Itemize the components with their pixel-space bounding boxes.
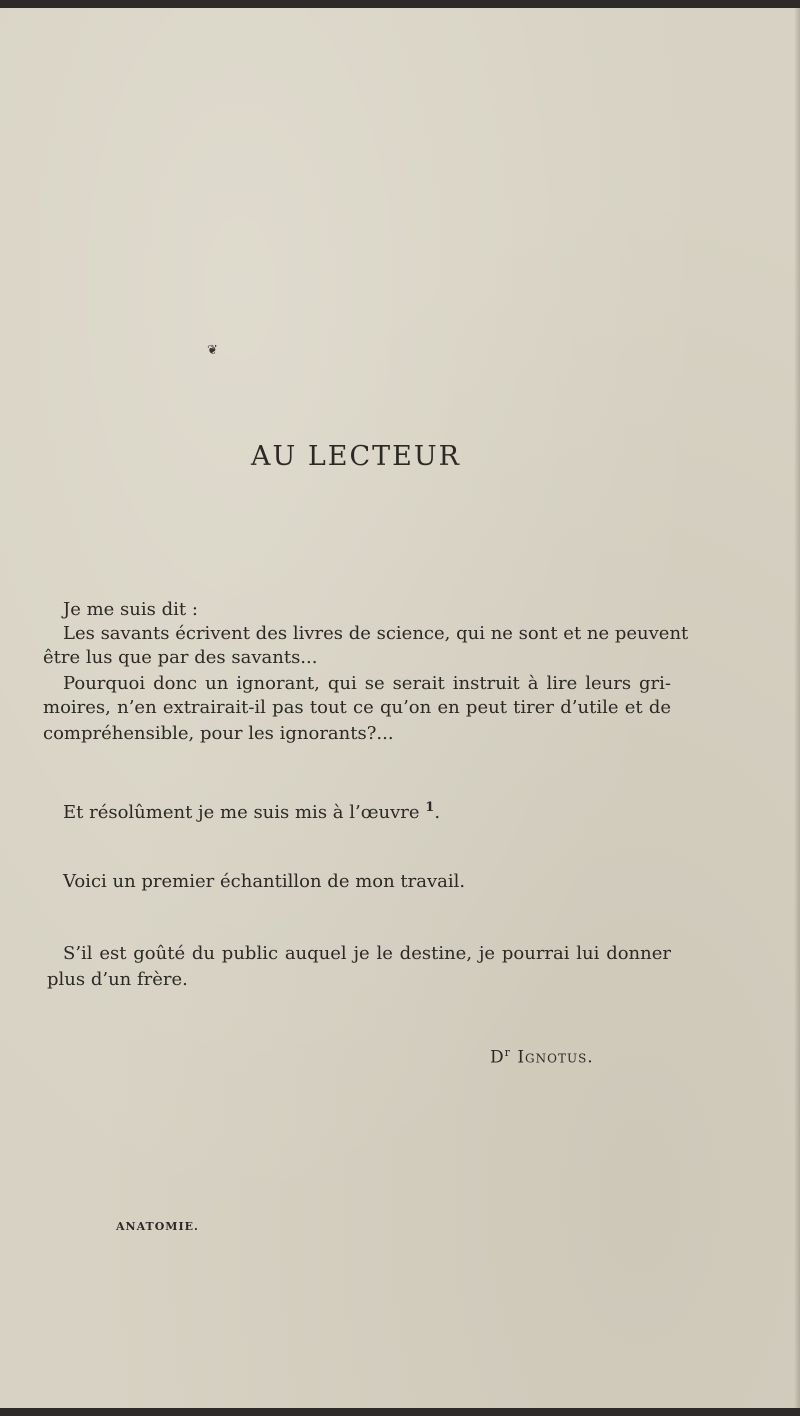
text-line-5: moires, n’en extrairait-il pas tout ce qu’on en peut tirer d’utile et de: [43, 697, 671, 718]
text-line-6: compréhensible, pour les ignorants?...: [43, 723, 394, 744]
text-line-3: être lus que par des savants...: [43, 647, 318, 668]
text-line-2: Les savants écrivent des livres de science, qui ne sont et ne peuvent: [63, 623, 689, 644]
signature-name: Ignotus.: [517, 1047, 594, 1068]
text-line-7: Et résolûment je me suis mis à l’œuvre $^1$.: [63, 800, 441, 823]
page-title: AU LECTEUR: [251, 441, 461, 472]
author-signature: [490, 1046, 594, 1068]
text-line-4: Pourquoi donc un ignorant, qui se serait instruit à lire leurs gri-: [63, 673, 671, 694]
signature-prefix-sup: r: [504, 1046, 511, 1059]
printer-ornament: ❦: [207, 343, 218, 358]
page-edge-shadow: [794, 8, 800, 1408]
text-line-9: S’il est goûté du public auquel je le destine, je pourrai lui donner: [63, 943, 671, 964]
text-line-10: plus d’un frère.: [47, 969, 188, 990]
text-line-7-text: Et résolûment je me suis mis à l’œuvre: [63, 802, 420, 823]
printer-signature-mark: ANATOMIE.: [116, 1220, 199, 1233]
book-page: [0, 8, 800, 1408]
footnote-marker: 1: [425, 800, 435, 815]
text-line-8: Voici un premier échantillon de mon travail.: [63, 871, 466, 892]
text-line-1: Je me suis dit :: [63, 599, 198, 620]
signature-prefix: D: [490, 1047, 505, 1068]
